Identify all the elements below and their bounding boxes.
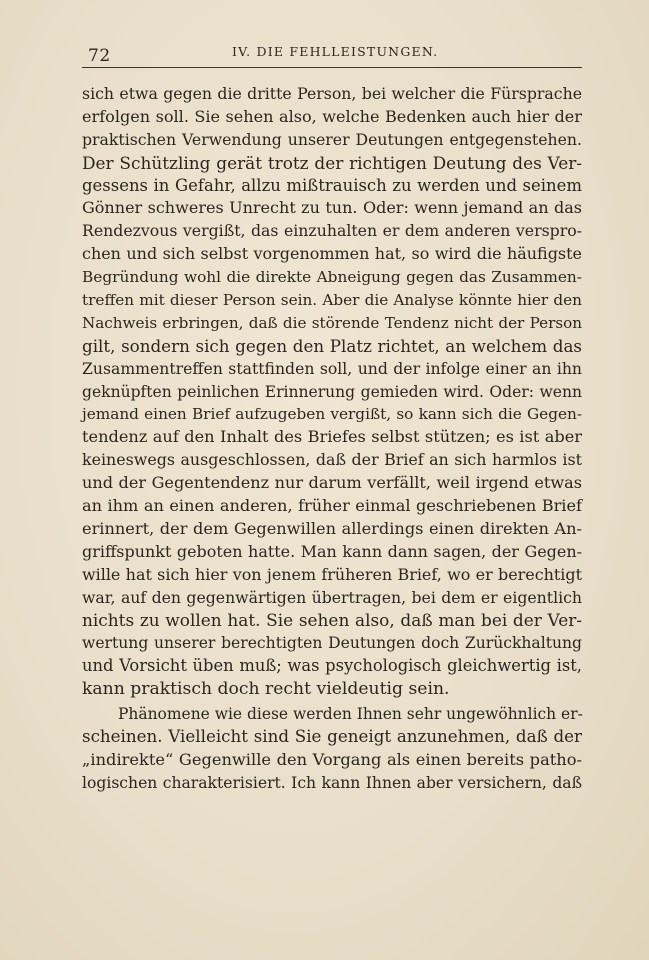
header-rule <box>82 67 582 68</box>
text-line: chen und sich selbst vorgenommen hat, so wird die häufigste <box>82 244 582 264</box>
text-line: jemand einen Brief aufzugeben vergißt, so kann sich die Gegen- <box>82 405 582 424</box>
text-line: und der Gegentendenz nur darum verfällt, weil irgend etwas <box>82 473 582 493</box>
text-line: praktischen Verwendung unserer Deutungen entgegenstehen. <box>82 129 582 149</box>
text-line: Phänomene wie diese werden Ihnen sehr ungewöhnlich er- <box>118 705 583 724</box>
text-line: Rendezvous vergißt, das einzuhalten er dem anderen verspro- <box>82 221 582 241</box>
text-line: treffen mit dieser Person sein. Aber die Analyse könnte hier den <box>82 291 582 310</box>
text-line: kann praktisch doch recht vieldeutig sein. <box>82 679 450 700</box>
text-line: logischen charakterisiert. Ich kann Ihnen aber versichern, daß <box>82 773 582 792</box>
text-line: an ihm an einen anderen, früher einmal geschriebenen Brief <box>82 496 582 516</box>
text-line: Nachweis erbringen, daß die störende Tendenz nicht der Person <box>82 313 582 332</box>
text-line: und Vorsicht üben muß; was psychologisch gleichwertig ist, <box>82 656 582 676</box>
text-line: wille hat sich hier von jenem früheren Brief, wo er berechtigt <box>82 564 582 584</box>
text-line: scheinen. Vielleicht sind Sie geneigt anzunehmen, daß der <box>82 726 582 746</box>
text-line: war, auf den gegenwärtigen übertragen, bei dem er eigentlich <box>82 587 582 607</box>
page-number: 72 <box>88 46 111 66</box>
text-line: sich etwa gegen die dritte Person, bei welcher die Fürsprache <box>82 84 582 103</box>
text-line: nichts zu wollen hat. Sie sehen also, daß man bei der Ver- <box>82 610 582 631</box>
running-head: IV. DIE FEHLLEISTUNGEN. <box>232 44 439 59</box>
text-line: gessens in Gefahr, allzu mißtrauisch zu werden und seinem <box>82 175 582 195</box>
text-line: tendenz auf den Inhalt des Briefes selbst stützen; es ist aber <box>82 427 582 447</box>
text-line: Zusammentreffen stattfinden soll, und der infolge einer an ihn <box>82 358 582 378</box>
text-line: erfolgen soll. Sie sehen also, welche Bedenken auch hier der <box>82 106 582 126</box>
text-line: griffspunkt geboten hatte. Man kann dann sagen, der Gegen- <box>82 541 582 561</box>
paragraph-2 <box>82 703 582 795</box>
text-line: gilt, sondern sich gegen den Platz richtet, an welchem das <box>82 335 582 356</box>
text-line: Der Schützling gerät trotz der richtigen Deutung des Ver- <box>82 152 582 173</box>
paragraph-1 <box>82 83 582 701</box>
text-line: Begründung wohl die direkte Abneigung gegen das Zusammen- <box>82 268 582 287</box>
text-line: wertung unserer berechtigten Deutungen doch Zurückhaltung <box>82 634 582 653</box>
text-line: erinnert, der dem Gegenwillen allerdings einen direkten An- <box>82 518 582 538</box>
text-line: „indirekte“ Gegenwille den Vorgang als einen bereits patho- <box>82 749 582 769</box>
text-line: Gönner schweres Unrecht zu tun. Oder: wenn jemand an das <box>82 198 582 218</box>
body-text <box>82 83 582 795</box>
page-header <box>80 42 580 66</box>
text-line: geknüpften peinlichen Erinnerung gemieden wird. Oder: wenn <box>82 382 582 401</box>
text-line: keineswegs ausgeschlossen, daß der Brief an sich harmlos ist <box>82 450 582 470</box>
